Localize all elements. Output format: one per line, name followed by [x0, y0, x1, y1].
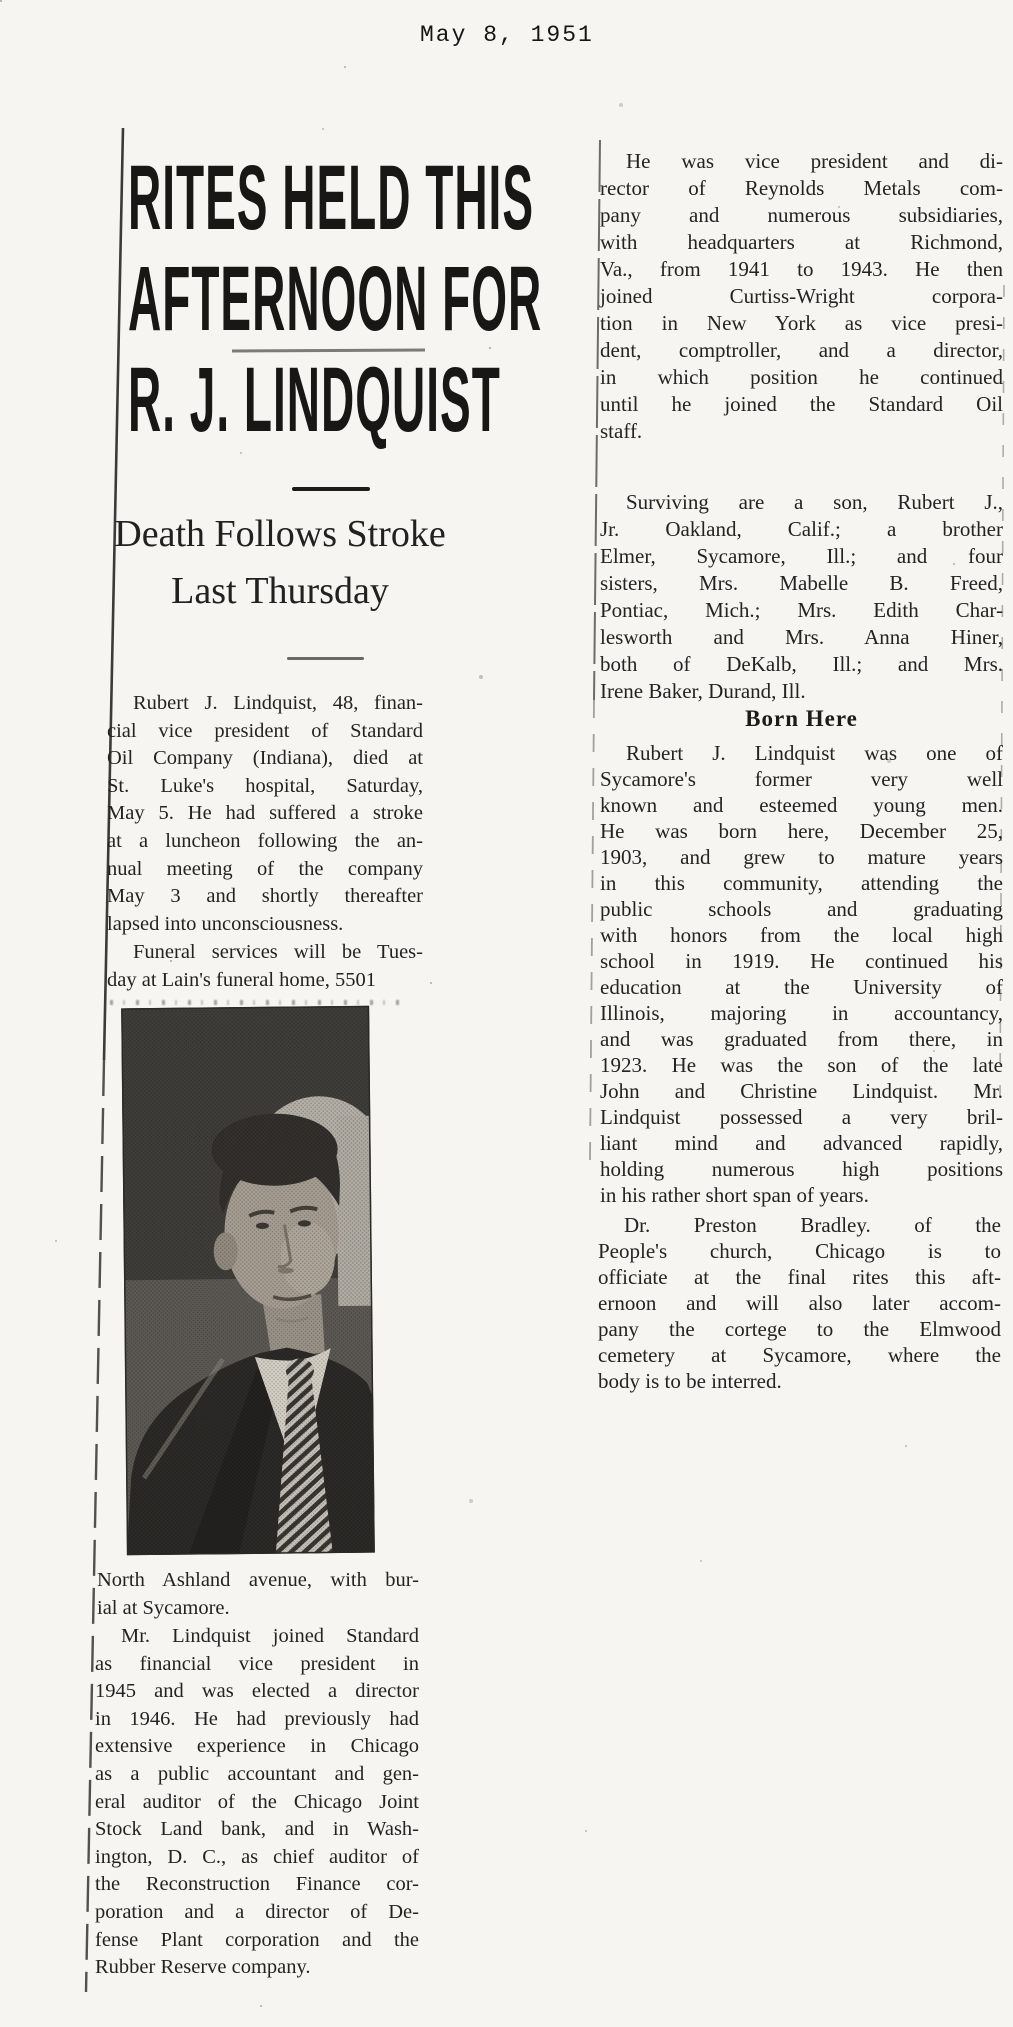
text-line: both of DeKalb, Ill.; and Mrs.	[600, 652, 1003, 676]
text-line: RITES HELD THIS	[128, 147, 535, 249]
text-line: Last Thursday	[171, 570, 389, 612]
text-line: Elmer, Sycamore, Ill.; and four	[600, 544, 1003, 568]
text-line: AFTERNOON FOR	[128, 248, 543, 350]
text-line: Rubber Reserve company.	[95, 1956, 311, 1979]
text-line: pany the cortege to the Elmwood	[598, 1317, 1001, 1341]
text-line: at a luncheon following the an-	[107, 829, 423, 852]
text-line: Mr. Lindquist joined Standard	[121, 1625, 419, 1647]
text-line: St. Luke's hospital, Saturday,	[107, 774, 423, 797]
date-line: May 8, 1951	[420, 22, 594, 48]
text-line: officiate at the final rites this aft-	[598, 1265, 1001, 1289]
text-line: 1923. He was the son of the late	[600, 1053, 1003, 1077]
text-line: lapsed into unconsciousness.	[107, 912, 344, 935]
text-line: Pontiac, Mich.; Mrs. Edith Char-	[600, 598, 1003, 622]
text-line: ington, D. C., as chief auditor of	[95, 1845, 419, 1868]
right-column-paragraph-3	[600, 740, 1003, 1208]
text-line: body is to be interred.	[598, 1369, 782, 1393]
subheadline-divider-rule	[287, 657, 364, 660]
text-line: Rubert J. Lindquist, 48, finan-	[133, 692, 423, 714]
text-line: May 3 and shortly thereafter	[107, 885, 423, 908]
text-line: until he joined the Standard Oil	[600, 392, 1003, 416]
text-line: education at the University of	[600, 975, 1003, 999]
text-line: He was vice president and di-	[626, 149, 1003, 173]
portrait-photo	[121, 1006, 375, 1556]
text-line: as financial vice president in	[95, 1652, 419, 1675]
section-heading-born-here: Born Here	[745, 706, 858, 731]
text-line: He was born here, December 25,	[600, 819, 1003, 843]
text-line: sisters, Mrs. Mabelle B. Freed,	[600, 571, 1003, 595]
article-headline	[128, 148, 548, 451]
text-line: Va., from 1941 to 1943. He then	[600, 257, 1003, 281]
left-column-paragraph-3	[95, 1623, 419, 1982]
text-line: Stock Land bank, and in Wash-	[95, 1818, 419, 1841]
text-line: Sycamore's former very well	[600, 767, 1003, 791]
text-line: Illinois, majoring in accountancy,	[600, 1001, 1003, 1025]
headline-divider-rule	[292, 487, 370, 491]
text-line: Surviving are a son, Rubert J.,	[626, 490, 1003, 514]
text-line: 1903, and grew to mature years	[600, 845, 1003, 869]
text-line: John and Christine Lindquist. Mr.	[600, 1079, 1003, 1103]
text-line: ial at Sycamore.	[97, 1596, 230, 1619]
text-line: in his rather short span of years.	[600, 1183, 869, 1207]
right-column-paragraph-4	[598, 1212, 1001, 1394]
text-line: liant mind and advanced rapidly,	[600, 1131, 1003, 1155]
photo-caption-continuation	[97, 1567, 419, 1622]
text-line: pany and numerous subsidiaries,	[600, 203, 1003, 227]
text-line: joined Curtiss-Wright corpora-	[600, 284, 1003, 308]
text-line: rector of Reynolds Metals com-	[600, 176, 1003, 200]
text-line: cial vice president of Standard	[107, 719, 423, 742]
text-line: R. J. LINDQUIST	[128, 349, 501, 451]
text-line: eral auditor of the Chicago Joint	[95, 1790, 419, 1813]
text-line: Dr. Preston Bradley. of the	[624, 1213, 1001, 1237]
text-line: poration and a director of De-	[95, 1900, 419, 1923]
right-column-paragraph-1	[600, 148, 1003, 445]
text-line: with headquarters at Richmond,	[600, 230, 1003, 254]
text-line: cemetery at Sycamore, where the	[598, 1343, 1001, 1367]
text-line: known and esteemed young men.	[600, 793, 1003, 817]
text-line: ernoon and will also later accom-	[598, 1291, 1001, 1315]
text-line: in which position he continued	[600, 365, 1003, 389]
text-line: lesworth and Mrs. Anna Hiner,	[600, 625, 1003, 649]
text-line: tion in New York as vice presi-	[600, 311, 1003, 335]
right-column-paragraph-2	[600, 489, 1003, 705]
text-line: Funeral services will be Tues-	[133, 941, 423, 963]
text-line: in 1946. He had previously had	[95, 1707, 419, 1730]
text-line: Rubert J. Lindquist was one of	[626, 741, 1003, 765]
text-line: Oil Company (Indiana), died at	[107, 747, 423, 770]
text-line: holding numerous high positions	[600, 1157, 1003, 1181]
text-line: Irene Baker, Durand, Ill.	[600, 679, 806, 703]
text-line: Death Follows Stroke	[114, 513, 446, 555]
text-line: North Ashland avenue, with bur-	[97, 1569, 419, 1591]
left-column-paragraph-1	[107, 690, 423, 938]
text-line: staff.	[600, 419, 643, 443]
scan-smudge-line	[110, 1000, 406, 1005]
text-line: extensive experience in Chicago	[95, 1735, 419, 1758]
text-line: school in 1919. He continued his	[600, 949, 1003, 973]
text-line: People's church, Chicago is to	[598, 1239, 1001, 1263]
left-column-paragraph-2	[107, 939, 423, 994]
text-line: fense Plant corporation and the	[95, 1928, 419, 1951]
text-line: day at Lain's funeral home, 5501	[107, 968, 376, 991]
text-line: 1945 and was elected a director	[95, 1680, 419, 1703]
text-line: nual meeting of the company	[107, 857, 423, 880]
text-line: dent, comptroller, and a director,	[600, 338, 1003, 362]
text-line: with honors from the local high	[600, 923, 1003, 947]
text-line: in this community, attending the	[600, 871, 1003, 895]
text-line: public schools and graduating	[600, 897, 1003, 921]
text-line: Lindquist possessed a very bril-	[600, 1105, 1003, 1129]
text-line: Jr. Oakland, Calif.; a brother	[600, 517, 1003, 541]
text-line: May 5. He had suffered a stroke	[107, 802, 423, 825]
text-line: as a public accountant and gen-	[95, 1762, 419, 1785]
text-line: and was graduated from there, in	[600, 1027, 1003, 1051]
text-line: the Reconstruction Finance cor-	[95, 1873, 419, 1896]
article-subheadline	[95, 506, 465, 620]
